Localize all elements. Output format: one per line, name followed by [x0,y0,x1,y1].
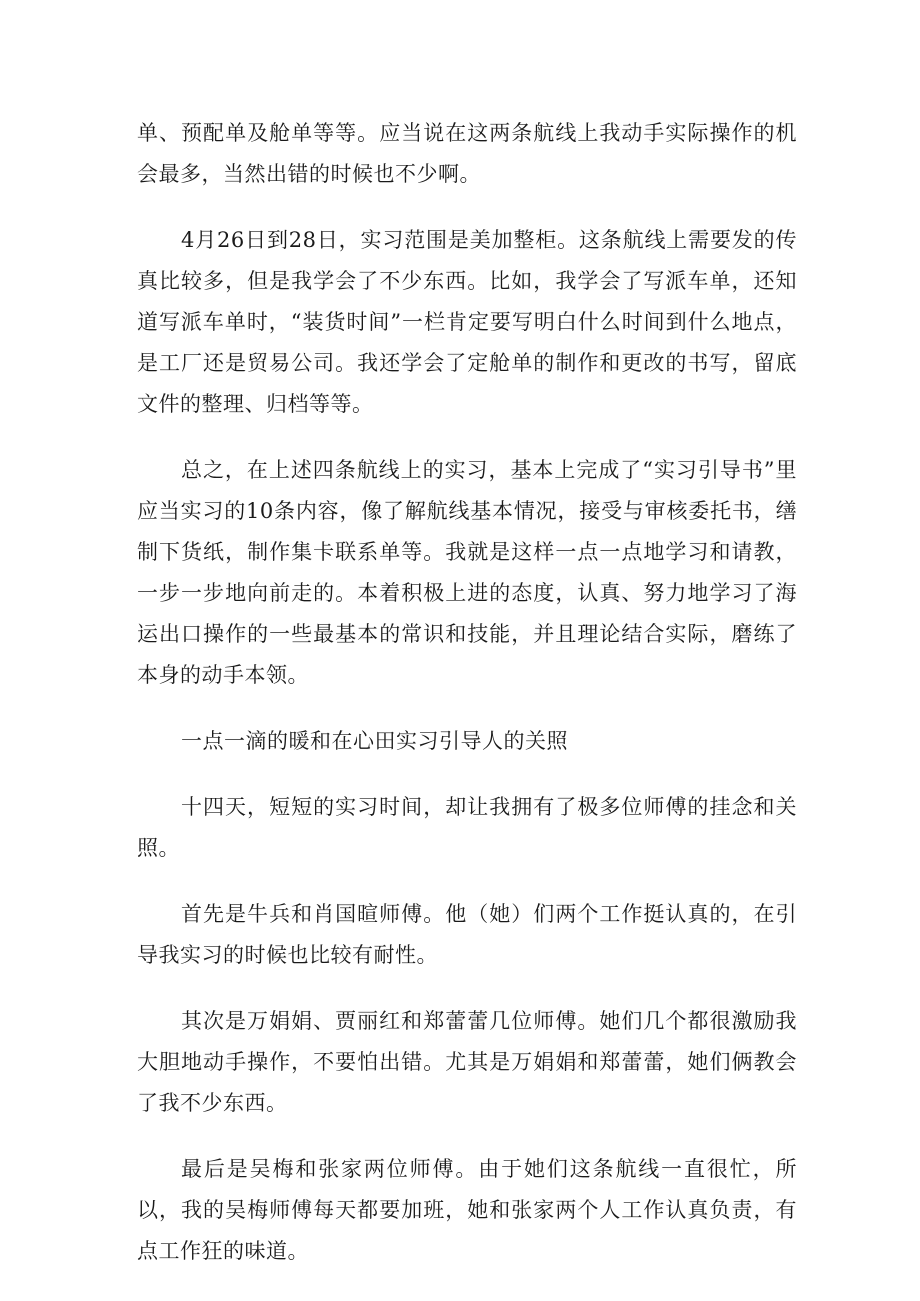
paragraph-continuation: 单、预配单及舱单等等。应当说在这两条航线上我动手实际操作的机会最多，当然出错的时候也不少啊。 [137,121,797,186]
document-body [137,113,797,1297]
paragraph-april-internship: 4月26日到28日，实习范围是美加整柜。这条航线上需要发的传真比较多，但是我学会了不少东西。比如，我学会了写派车单，还知道写派车单时，“装货时间”一栏肯定要写明白什么时间到什么地点，是工厂还是贸易公司。我还学会了定舱单的制作和更改的书写，留底文件的整理、归档等等。 [137,228,797,416]
paragraph-first-mentors: 首先是牛兵和肖国暄师傅。他（她）们两个工作挺认真的，在引导我实习的时候也比较有耐性。 [137,902,797,967]
paragraph-fourteen-days: 十四天，短短的实习时间，却让我拥有了极多位师傅的挂念和关照。 [137,795,797,860]
paragraph-last-mentors: 最后是吴梅和张家两位师傅。由于她们这条航线一直很忙，所以，我的吴梅师傅每天都要加班，她和张家两个人工作认真负责，有点工作狂的味道。 [137,1157,797,1263]
section-heading-mentors: 一点一滴的暖和在心田实习引导人的关照 [181,729,568,753]
paragraph-summary: 总之，在上述四条航线上的实习，基本上完成了“实习引导书”里应当实习的10条内容，像了解航线基本情况，接受与审核委托书，缮制下货纸，制作集卡联系单等。我就是这样一点一点地学习和请教，一步一步地向前走的。本着积极上进的态度，认真、努力地学习了海运出口操作的一些最基本的常识和技能，并且理论结合实际，磨练了本身的动手本领。 [137,458,797,687]
paragraph-second-mentors: 其次是万娟娟、贾丽红和郑蕾蕾几位师傅。她们几个都很激励我大胆地动手操作，不要怕出错。尤其是万娟娟和郑蕾蕾，她们俩教会了我不少东西。 [137,1009,797,1115]
